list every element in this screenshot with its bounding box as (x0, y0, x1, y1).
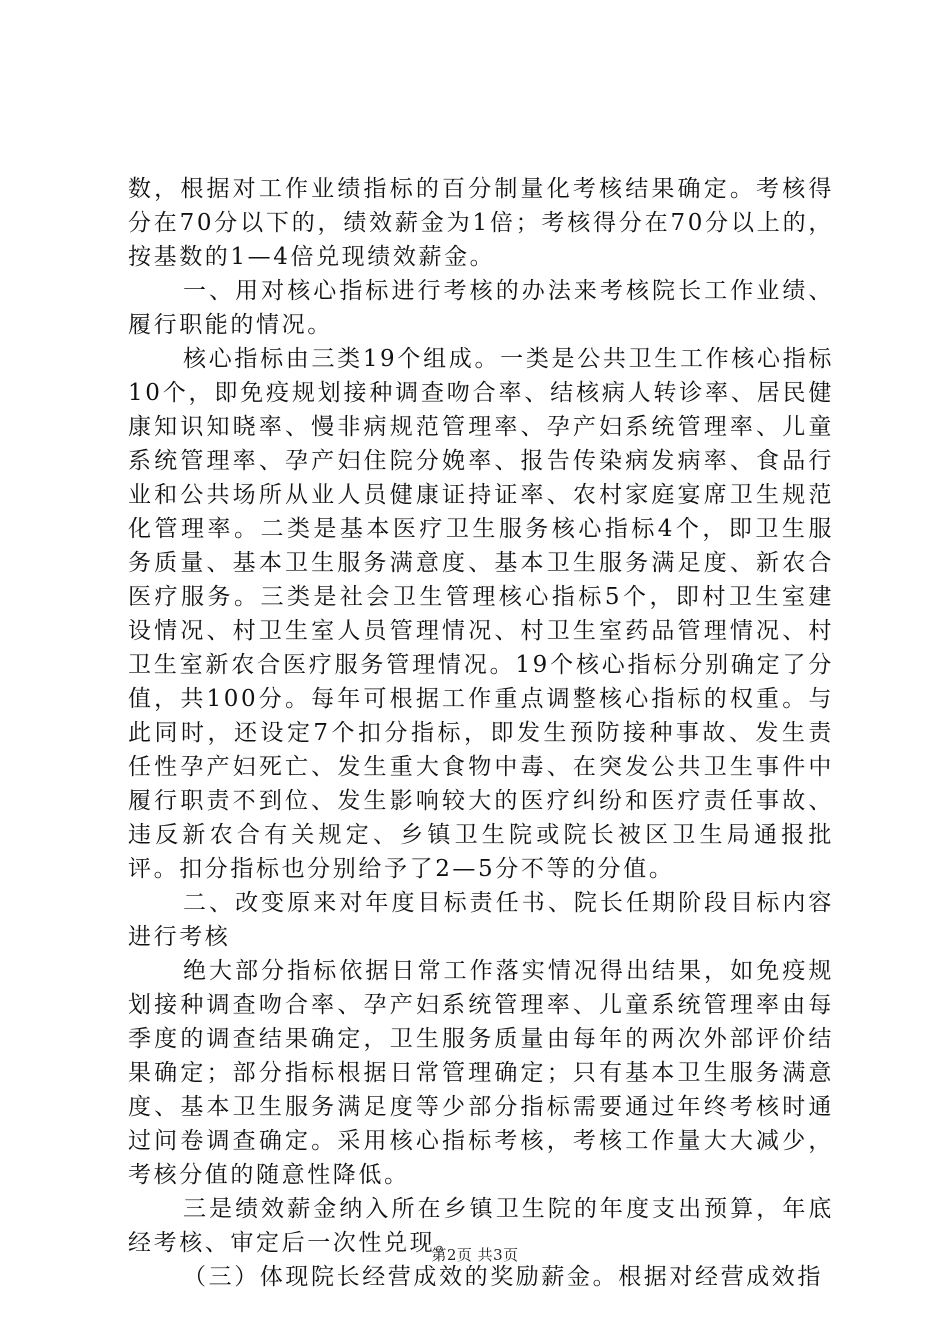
paragraph-core-indicators: 核心指标由三类19个组成。一类是公共卫生工作核心指标10个，即免疫规划接种调查吻合率、结核病人转诊率、居民健康知识知晓率、慢非病规范管理率、孕产妇系统管理率、儿童系统管理率、孕产妇住院分娩率、报告传染病发病率、食品行业和公共场所从业人员健康证持证率、农村家庭宴席卫生规范化管理率。二类是基本医疗卫生服务核心指标4个，即卫生服务质量、基本卫生服务满意度、基本卫生服务满足度、新农合医疗服务。三类是社会卫生管理核心指标5个，即村卫生室建设情况、村卫生室人员管理情况、村卫生室药品管理情况、村卫生室新农合医疗服务管理情况。19个核心指标分别确定了分值，共100分。每年可根据工作重点调整核心指标的权重。与此同时，还设定7个扣分指标，即发生预防接种事故、发生责任性孕产妇死亡、发生重大食物中毒、在突发公共卫生事件中履行职责不到位、发生影响较大的医疗纠纷和医疗责任事故、违反新农合有关规定、乡镇卫生院或院长被区卫生局通报批评。扣分指标也分别给予了2—5分不等的分值。 (128, 346, 834, 882)
page-footer: 第2页 共3页 (431, 1246, 519, 1264)
paragraph-budget: 三是绩效薪金纳入所在乡镇卫生院的年度支出预算，年底经考核、审定后一次性兑现。 (128, 1196, 834, 1256)
document-body (128, 172, 834, 1294)
paragraph-continuation: 数，根据对工作业绩指标的百分制量化考核结果确定。考核得分在70分以下的，绩效薪金为1倍；考核得分在70分以上的，按基数的1—4倍兑现绩效薪金。 (128, 176, 834, 270)
paragraph-heading-one: 一、用对核心指标进行考核的办法来考核院长工作业绩、履行职能的情况。 (128, 278, 834, 338)
paragraph-section-three: （三）体现院长经营成效的奖励薪金。根据对经营成效指 (183, 1264, 823, 1290)
paragraph-heading-two: 二、改变原来对年度目标责任书、院长任期阶段目标内容进行考核 (128, 890, 834, 950)
paragraph-daily-work: 绝大部分指标依据日常工作落实情况得出结果，如免疫规划接种调查吻合率、孕产妇系统管理率、儿童系统管理率由每季度的调查结果确定，卫生服务质量由每年的两次外部评价结果确定；部分指标根据日常管理确定；只有基本卫生服务满意度、基本卫生服务满足度等少部分指标需要通过年终考核时通过问卷调查确定。采用核心指标考核，考核工作量大大减少，考核分值的随意性降低。 (128, 958, 834, 1188)
